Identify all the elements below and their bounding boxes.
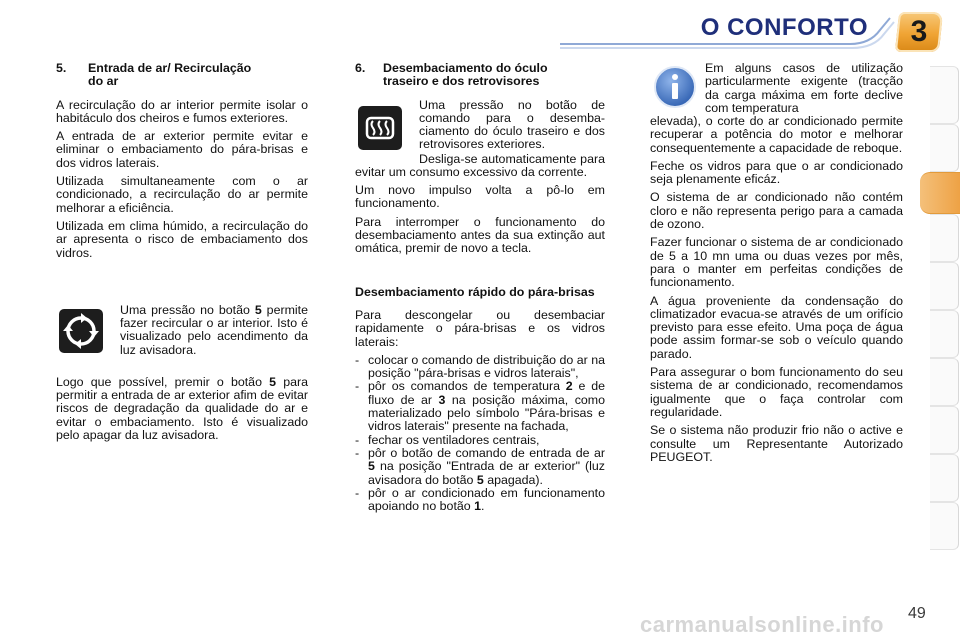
column-right (650, 62, 903, 469)
chapter-tab-3-active[interactable] (920, 172, 960, 214)
watermark: carmanualsonline.info (640, 612, 884, 637)
text-run: para permitir a entrada de ar exterior afim de evitar riscos de degradação da qualidade do ar e evitar o embaciamento. Isto é visualizado pelo apagar da luz avisadora. (56, 374, 308, 443)
paragraph: Fazer funcionar o sistema de ar condicionado de 5 a 10 mn uma ou duas vezes por mês, para o manter em perfeitas condições de funcionamento. (650, 235, 903, 290)
page-title: O CONFORTO (700, 14, 868, 41)
rapid-defrost-heading: Desembaciamento rápido do pára-brisas (355, 284, 595, 299)
section-5-heading (56, 62, 308, 89)
column-left (56, 62, 308, 447)
text-run: . (481, 499, 485, 514)
chapter-tab-5[interactable] (930, 262, 959, 310)
button-ref: 5 (254, 302, 262, 317)
paragraph: Para descongelar ou desembaciar rapidamente o pára-brisas e os vidros laterais: (355, 307, 605, 349)
rapid-defrost-steps (355, 354, 605, 514)
paragraph (56, 376, 308, 442)
text-run: permite fazer recircular o ar interior. Isto é visualizado pelo acendimento da luz avisadora. (120, 302, 308, 357)
paragraph: O sistema de ar condicionado não contém cloro e não representa perigo para a camada de ozono. (650, 190, 903, 232)
paragraph: Um novo impulso volta a pô-lo em funcionamento. (355, 183, 605, 211)
recirculation-text (120, 304, 308, 357)
text-run: e de fluxo de ar (368, 379, 605, 407)
paragraph: A entrada de ar exterior permite evitar e eliminar o embaciamento do pára-brisas e dos vidros laterais. (56, 129, 308, 170)
info-block (650, 62, 903, 115)
rear-defrost-icon (355, 103, 405, 153)
paragraph: A recirculação do ar interior permite isolar o habitáculo dos cheiros e fumos exteriores. (56, 97, 308, 125)
text-run: pôr o ar condicionado em funcionamento apoiando no botão (368, 485, 605, 514)
chapter-badge (895, 12, 943, 52)
chapter-tabs (930, 66, 960, 576)
paragraph: Se o sistema não produzir frio não o active e consulte um Representante Autorizado PEUGEOT. (650, 423, 903, 464)
button-ref: 3 (438, 392, 446, 407)
chapter-tab-1[interactable] (930, 66, 959, 124)
button-ref: 5 (368, 459, 375, 474)
chapter-tab-8[interactable] (930, 406, 959, 454)
info-icon (652, 64, 698, 110)
button-ref: 1 (474, 499, 482, 514)
chapter-tab-10[interactable] (930, 502, 959, 550)
list-item: - fechar os ventiladores centrais, (355, 434, 605, 447)
text-run: na posição máxima, como materializado pelo símbolo "Pára-brisas e vidros laterais" presente na fachada, (368, 392, 605, 434)
paragraph: Feche os vidros para que o ar condicionado seja plenamente eficáz. (650, 158, 903, 187)
info-text: Em alguns casos de utilização particularmente exigente (tracção da carga máxima em forte declive com temperatura (705, 61, 903, 115)
recirculation-block (56, 304, 308, 376)
section-5-number: 5. (56, 61, 67, 75)
section-6-number: 6. (355, 61, 366, 75)
chapter-tab-9[interactable] (930, 454, 959, 502)
chapter-tab-6[interactable] (930, 310, 959, 358)
paragraph: Desliga-se automaticamente para evitar um consumo excessivo da corrente. (355, 151, 605, 179)
chapter-tab-7[interactable] (930, 358, 959, 406)
header-band (0, 0, 960, 62)
button-ref: 2 (565, 379, 573, 394)
chapter-number: 3 (910, 15, 928, 48)
text-run: Uma pressão no botão (120, 302, 255, 317)
button-ref: 5 (476, 472, 484, 487)
page-number: 49 (908, 605, 926, 622)
paragraph: Para interromper o funcionamento do desembaciamento antes da sua extinção aut omática, premir de novo a tecla. (355, 214, 605, 256)
paragraph: elevada), o corte do ar condicionado permite recuperar a potência do motor e melhorar consequentemente a capacidade de reboque. (650, 114, 903, 155)
list-item (355, 447, 605, 487)
paragraph: A água proveniente da condensação do climatizador evacua-se através de um orifício previsto para esse efeito. Uma poça de água pode assim formar-se sob o veículo quando parado. (650, 293, 903, 361)
paragraph: Utilizada simultaneamente com o ar condicionado, a recirculação do ar permite melhorar a eficiência. (56, 174, 308, 215)
text-run: pôr o botão de comando de entrada de ar (368, 445, 605, 460)
section-6-heading (355, 62, 605, 89)
rear-defrost-text: Uma pressão no botão de comando para o desembaciamento do óculo traseiro e dos retrovisores exteriores. (419, 97, 605, 152)
recirculation-icon (56, 306, 106, 356)
list-item: - colocar o comando de distribuição do ar na posição "pára-brisas e vidros laterais", (355, 354, 605, 381)
section-6-title: Desembaciamento do óculo traseiro e dos retrovisores (383, 61, 548, 89)
section-5-title: Entrada de ar/ Recirculação do ar (88, 61, 252, 89)
text-run: apagada). (483, 472, 543, 487)
chapter-tab-2[interactable] (930, 124, 959, 172)
text-run: Logo que possível, premir o botão (56, 374, 270, 389)
button-ref: 5 (269, 374, 277, 389)
paragraph: Utilizada em clima húmido, a recirculação do ar apresenta o risco de embaciamento dos vidros. (56, 218, 308, 260)
paragraph: Para assegurar o bom funcionamento do seu sistema de ar condicionado, recomendamos igualmente que o faça controlar com regularidade. (650, 365, 903, 419)
text-run: na posição "Entrada de ar exterior" (luz avisadora do botão (368, 459, 605, 487)
list-item (355, 380, 605, 433)
column-middle (355, 62, 605, 513)
text-run: pôr os comandos de temperatura (368, 379, 566, 394)
chapter-tab-4[interactable] (930, 214, 959, 262)
list-item (355, 487, 605, 514)
rear-defrost-block (355, 99, 605, 153)
